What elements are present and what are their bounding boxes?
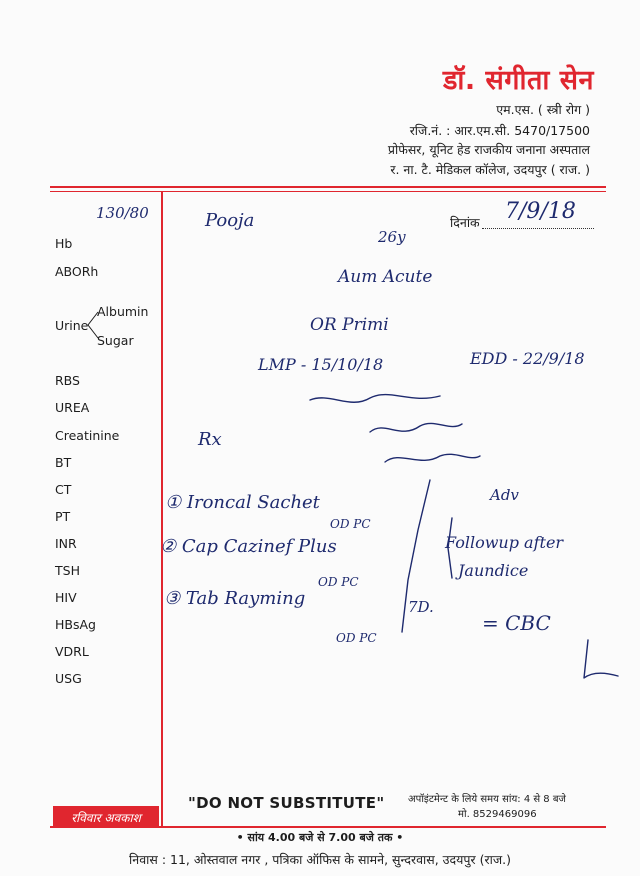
do-not-substitute: "DO NOT SUBSTITUTE" [188, 794, 385, 812]
hw-lmp: LMP - 15/10/18 [258, 355, 384, 374]
investigation-tsh: TSH [55, 563, 80, 578]
college-name: र. ना. टै. मेडिकल कॉलेज, उदयपुर ( राज. ) [390, 162, 590, 177]
hw-days: 7D. [408, 598, 434, 616]
residence-address: निवास : 11, ओस्तवाल नगर , पत्रिका ऑफिस के सामने, सुन्दरवास, उदयपुर (राज.) [129, 852, 511, 867]
investigation-hbsag: HBsAg [55, 617, 96, 632]
investigation-vdrl: VDRL [55, 644, 89, 659]
investigation-pt: PT [55, 509, 71, 524]
investigation-bt: BT [55, 455, 72, 470]
investigation-urea: UREA [55, 400, 90, 415]
hw-edd: EDD - 22/9/18 [470, 349, 585, 368]
hw-med-2: ② Cap Cazinef Plus [160, 536, 337, 557]
appointment-time: अपॉइंटमेन्ट के लिये समय सांय: 4 से 8 बजे [408, 794, 566, 805]
doctor-degree: एम.एस. ( स्त्री रोग ) [496, 102, 590, 117]
hw-med-3-dose: OD PC [336, 631, 377, 645]
doctor-name: डॉ. संगीता सेन [442, 65, 594, 96]
hw-med-3: ③ Tab Rayming [164, 588, 306, 609]
hw-med-2-dose: OD PC [318, 575, 359, 589]
investigation-hb: Hb [55, 236, 73, 251]
hw-diagnosis-2: OR Primi [310, 315, 389, 335]
investigation-urine: Urine [55, 318, 89, 333]
investigation-aborh: ABORh [55, 264, 99, 279]
hw-advice: Adv [490, 486, 519, 504]
hw-patient-name: Pooja [205, 210, 255, 231]
hw-scribble-3 [385, 454, 480, 462]
hw-med-1: ① Ironcal Sachet [165, 492, 320, 513]
clinic-hours: • सांय 4.00 बजे से 7.00 बजे तक • [236, 831, 404, 844]
doctor-position: प्रोफेसर, यूनिट हेड राजकीय जनाना अस्पताल [387, 142, 590, 157]
investigation-ct: CT [55, 482, 72, 497]
investigation-albumin: Albumin [97, 304, 149, 319]
hw-diagnosis-1: Aum Acute [338, 267, 433, 287]
hw-med-1-dose: OD PC [330, 517, 371, 531]
investigation-creatinine: Creatinine [55, 428, 120, 443]
hw-cbc: = CBC [482, 611, 551, 635]
date-label: दिनांक [450, 215, 480, 230]
investigation-rbs: RBS [55, 373, 80, 388]
hw-age: 26y [378, 228, 406, 246]
hw-advice-2: Jaundice [458, 561, 529, 580]
investigation-sugar: Sugar [97, 333, 134, 348]
hw-signature [584, 640, 618, 678]
hw-scribble-2 [370, 423, 462, 432]
registration-number: रजि.नं. : आर.एम.सी. 5470/17500 [409, 123, 590, 138]
hw-date: 7/9/18 [505, 199, 576, 224]
hw-advice-1: Followup after [445, 533, 564, 552]
hw-rx: Rx [198, 429, 222, 450]
hw-bp: 130/80 [96, 204, 149, 222]
phone-number: मो. 8529469096 [458, 809, 537, 820]
hw-scribble-1 [310, 395, 440, 403]
investigation-usg: USG [55, 671, 82, 686]
investigation-hiv: HIV [55, 590, 77, 605]
investigation-inr: INR [55, 536, 77, 551]
holiday-badge: रविवार अवकाश [53, 806, 159, 828]
